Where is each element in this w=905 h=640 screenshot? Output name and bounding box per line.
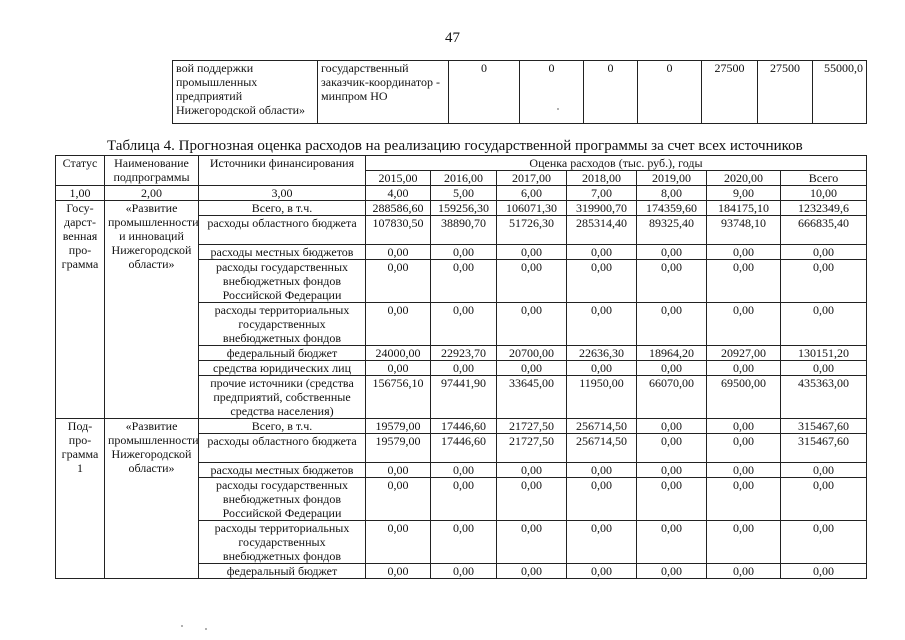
value-cell: 0,00 [707,260,781,303]
scan-speck [557,108,559,110]
header-year: 2017,00 [497,171,567,186]
value-cell: 0,00 [707,361,781,376]
program-name-cell: вой поддержки промышленных предприятий Нижегородской области» [173,61,318,124]
value-cell: 0,00 [497,361,567,376]
source-cell: прочие источники (средства предприятий, собственные средства населения) [199,376,366,419]
value-cell: 0,00 [637,521,707,564]
value-cell: 0 [584,61,638,124]
source-cell: расходы местных бюджетов [199,463,366,478]
value-cell: 0,00 [567,245,637,260]
column-number: 5,00 [431,186,497,201]
executor-cell: государственный заказчик-координатор - минпром НО [318,61,449,124]
total-cell: 0,00 [781,521,867,564]
value-cell: 0,00 [567,478,637,521]
total-cell: 0,00 [781,260,867,303]
value-cell: 0,00 [707,245,781,260]
header-year: 2020,00 [707,171,781,186]
value-cell: 0,00 [431,303,497,346]
value-cell: 0,00 [707,564,781,579]
column-number: 6,00 [497,186,567,201]
header-year: 2016,00 [431,171,497,186]
value-cell: 0,00 [567,564,637,579]
source-cell: расходы государственных внебюджетных фондов Российской Федерации [199,478,366,521]
value-cell: 0,00 [431,521,497,564]
value-cell: 97441,90 [431,376,497,419]
value-cell: 107830,50 [366,216,431,245]
value-cell: 0,00 [567,260,637,303]
value-cell: 0,00 [707,303,781,346]
value-cell: 0,00 [366,478,431,521]
value-cell: 288586,60 [366,201,431,216]
value-cell: 256714,50 [567,419,637,434]
source-cell: расходы местных бюджетов [199,245,366,260]
header-row [56,156,867,171]
scan-speck [181,625,183,627]
total-cell: 1232349,6 [781,201,867,216]
table-body [56,201,867,579]
value-cell: 17446,60 [431,434,497,463]
total-cell: 0,00 [781,245,867,260]
total-cell: 435363,00 [781,376,867,419]
status-cell: Госу-дарст-венная про-грамма [56,201,105,419]
value-cell: 0,00 [431,463,497,478]
value-cell: 0,00 [637,361,707,376]
value-cell: 0,00 [366,361,431,376]
value-cell: 51726,30 [497,216,567,245]
value-cell: 24000,00 [366,346,431,361]
value-cell: 0,00 [707,419,781,434]
source-cell: расходы областного бюджета [199,434,366,463]
column-number: 8,00 [637,186,707,201]
value-cell: 22636,30 [567,346,637,361]
value-cell: 0,00 [497,260,567,303]
total-cell: 130151,20 [781,346,867,361]
value-cell: 0,00 [497,463,567,478]
value-cell: 33645,00 [497,376,567,419]
value-cell: 0,00 [431,361,497,376]
source-cell: Всего, в т.ч. [199,201,366,216]
value-cell: 0,00 [366,260,431,303]
page-number: 47 [445,30,460,46]
total-cell: 666835,40 [781,216,867,245]
column-number: 3,00 [199,186,366,201]
value-cell: 156756,10 [366,376,431,419]
total-cell: 0,00 [781,303,867,346]
value-cell: 0,00 [497,245,567,260]
value-cell: 285314,40 [567,216,637,245]
total-cell: 0,00 [781,564,867,579]
top-continuation-table [172,60,867,124]
value-cell: 0,00 [366,303,431,346]
column-number: 9,00 [707,186,781,201]
value-cell: 0,00 [567,521,637,564]
value-cell: 0,00 [567,303,637,346]
value-cell: 93748,10 [707,216,781,245]
value-cell: 0,00 [637,260,707,303]
value-cell: 0 [449,61,520,124]
total-cell: 315467,60 [781,419,867,434]
value-cell: 0,00 [637,303,707,346]
table-row [56,419,867,434]
source-cell: расходы территориальных государственных внебюджетных фондов [199,521,366,564]
value-cell: 0,00 [707,434,781,463]
value-cell: 0,00 [366,521,431,564]
value-cell: 0,00 [366,245,431,260]
value-cell: 27500 [702,61,758,124]
value-cell: 21727,50 [497,434,567,463]
value-cell: 89325,40 [637,216,707,245]
total-cell: 0,00 [781,463,867,478]
source-cell: расходы областного бюджета [199,216,366,245]
value-cell: 20927,00 [707,346,781,361]
value-cell: 11950,00 [567,376,637,419]
source-cell: расходы государственных внебюджетных фондов Российской Федерации [199,260,366,303]
table-caption: Таблица 4. Прогнозная оценка расходов на реализацию государственной программы за счет всех источников [107,138,803,154]
source-cell: Всего, в т.ч. [199,419,366,434]
value-cell: 0,00 [707,478,781,521]
scan-speck [205,628,207,630]
value-cell: 27500 [758,61,813,124]
column-number: 7,00 [567,186,637,201]
value-cell: 0,00 [497,564,567,579]
source-cell: федеральный бюджет [199,564,366,579]
value-cell: 0,00 [366,463,431,478]
column-number: 10,00 [781,186,867,201]
table-row [56,201,867,216]
header-sources: Источники финансирования [199,156,366,186]
column-number: 1,00 [56,186,105,201]
subprogram-name-cell: «Развитие промышленности Нижегородской области» [105,419,199,579]
value-cell: 0,00 [567,361,637,376]
table-row [173,61,867,124]
source-cell: расходы территориальных государственных внебюджетных фондов [199,303,366,346]
value-cell: 0,00 [637,478,707,521]
value-cell: 319900,70 [567,201,637,216]
value-cell: 184175,10 [707,201,781,216]
value-cell: 0 [638,61,702,124]
header-status: Статус [56,156,105,186]
value-cell: 0,00 [637,564,707,579]
header-year: 2019,00 [637,171,707,186]
value-cell: 106071,30 [497,201,567,216]
value-cell: 0,00 [431,564,497,579]
header-year: 2015,00 [366,171,431,186]
source-cell: средства юридических лиц [199,361,366,376]
value-cell: 17446,60 [431,419,497,434]
value-cell: 55000,0 [813,61,867,124]
value-cell: 19579,00 [366,434,431,463]
total-cell: 0,00 [781,361,867,376]
value-cell: 0,00 [637,463,707,478]
value-cell: 0,00 [431,245,497,260]
value-cell: 0,00 [637,245,707,260]
value-cell: 0,00 [497,478,567,521]
value-cell: 69500,00 [707,376,781,419]
value-cell: 22923,70 [431,346,497,361]
value-cell: 0 [520,61,584,124]
header-estimate: Оценка расходов (тыс. руб.), годы [366,156,867,171]
header-total: Всего [781,171,867,186]
value-cell: 66070,00 [637,376,707,419]
column-numbers-row [56,186,867,201]
value-cell: 0,00 [431,478,497,521]
column-number: 2,00 [105,186,199,201]
value-cell: 0,00 [637,434,707,463]
value-cell: 38890,70 [431,216,497,245]
value-cell: 0,00 [707,463,781,478]
value-cell: 0,00 [637,419,707,434]
total-cell: 315467,60 [781,434,867,463]
total-cell: 0,00 [781,478,867,521]
value-cell: 20700,00 [497,346,567,361]
value-cell: 159256,30 [431,201,497,216]
source-cell: федеральный бюджет [199,346,366,361]
value-cell: 21727,50 [497,419,567,434]
value-cell: 0,00 [431,260,497,303]
value-cell: 0,00 [497,303,567,346]
header-year: 2018,00 [567,171,637,186]
value-cell: 19579,00 [366,419,431,434]
value-cell: 0,00 [366,564,431,579]
header-name: Наименование подпрограммы [105,156,199,186]
status-cell: Под-про-грамма 1 [56,419,105,579]
value-cell: 18964,20 [637,346,707,361]
value-cell: 256714,50 [567,434,637,463]
value-cell: 0,00 [567,463,637,478]
value-cell: 174359,60 [637,201,707,216]
expenditure-table [55,155,867,579]
value-cell: 0,00 [497,521,567,564]
subprogram-name-cell: «Развитие промышленности и инноваций Нижегородской области» [105,201,199,419]
column-number: 4,00 [366,186,431,201]
value-cell: 0,00 [707,521,781,564]
